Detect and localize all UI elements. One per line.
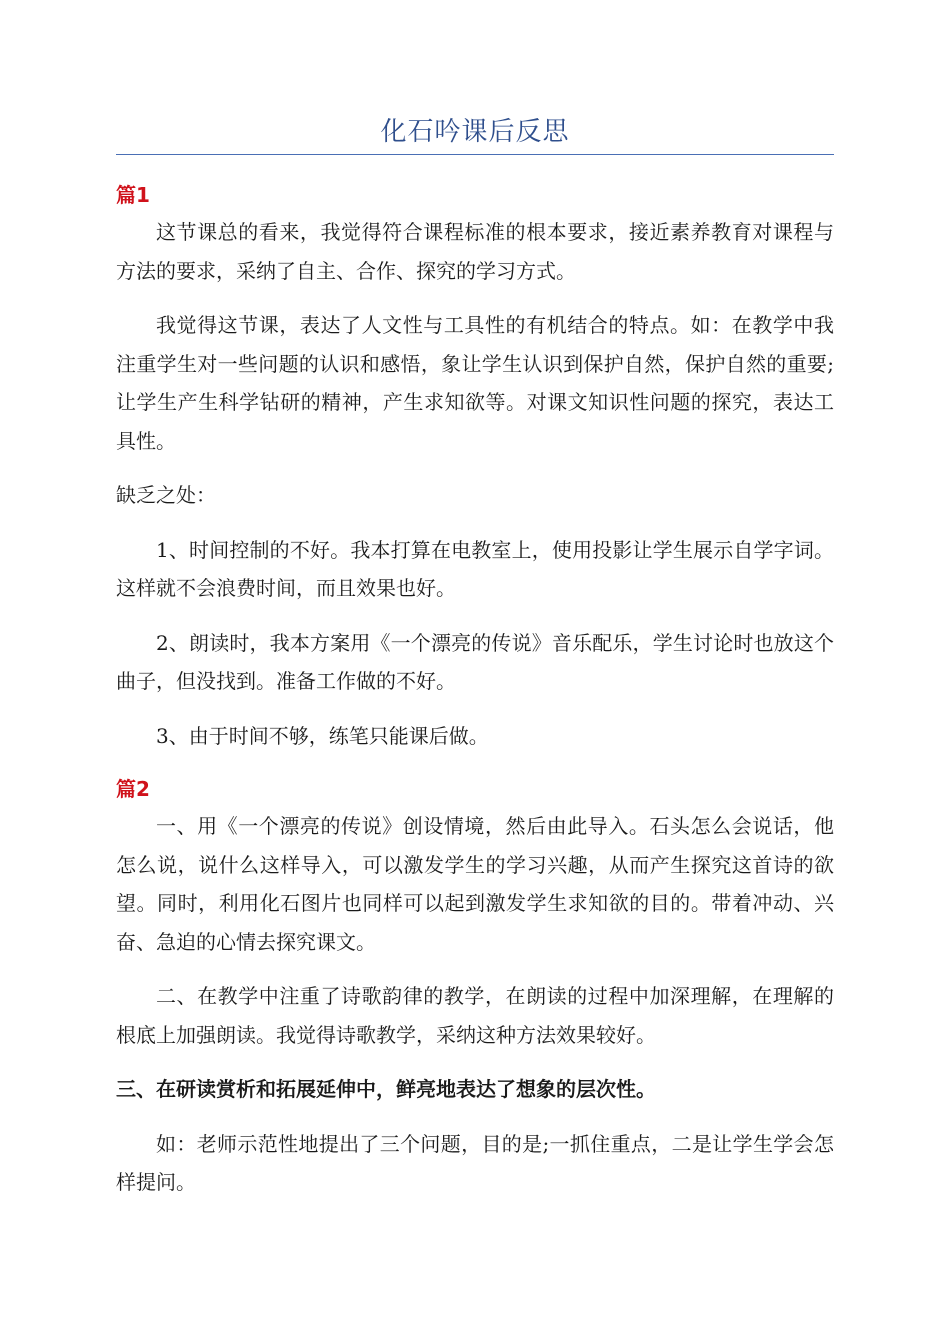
list-item: 1、时间控制的不好。我本打算在电教室上，使用投影让学生展示自学字词。这样就不会浪费时间，而且效果也好。 — [116, 537, 834, 600]
paragraph: 二、在教学中注重了诗歌韵律的教学，在朗读的过程中加深理解，在理解的根底上加强朗读。我觉得诗歌教学，采纳这种方法效果较好。 — [116, 984, 834, 1047]
list-item: 2、朗读时，我本方案用《一个漂亮的传说》音乐配乐，学生讨论时也放这个曲子，但没找到。准备工作做的不好。 — [116, 630, 834, 693]
paragraph: 这节课总的看来，我觉得符合课程标准的根本要求，接近素养教育对课程与方法的要求，采纳了自主、合作、探究的学习方式。 — [116, 220, 834, 283]
section-1 — [116, 179, 834, 755]
section-heading: 篇1 — [116, 183, 150, 207]
document-title: 化石吟课后反思 — [380, 117, 570, 147]
title-underline — [116, 154, 834, 155]
paragraph: 如：老师示范性地提出了三个问题，目的是;一抓住重点，二是让学生学会怎样提问。 — [116, 1131, 834, 1194]
document-page — [116, 0, 834, 1202]
bold-subheading: 三、在研读赏析和拓展延伸中，鲜亮地表达了想象的层次性。 — [116, 1077, 656, 1101]
paragraph: 我觉得这节课，表达了人文性与工具性的有机结合的特点。如：在教学中我注重学生对一些问题的认识和感悟，象让学生认识到保护自然，保护自然的重要;让学生产生科学钻研的精神，产生求知欲等。对课文知识性问题的探究，表达工具性。 — [116, 313, 834, 453]
list-item: 3、由于时间不够，练笔只能课后做。 — [156, 723, 489, 748]
section-heading: 篇2 — [116, 777, 150, 801]
paragraph: 一、用《一个漂亮的传说》创设情境，然后由此导入。石头怎么会说话，他怎么说，说什么这样导入，可以激发学生的学习兴趣，从而产生探究这首诗的欲望。同时，利用化石图片也同样可以起到激发学生求知欲的目的。带着冲动、兴奋、急迫的心情去探究课文。 — [116, 814, 834, 954]
shortcomings-label: 缺乏之处： — [116, 483, 216, 507]
section-2 — [116, 773, 834, 1202]
